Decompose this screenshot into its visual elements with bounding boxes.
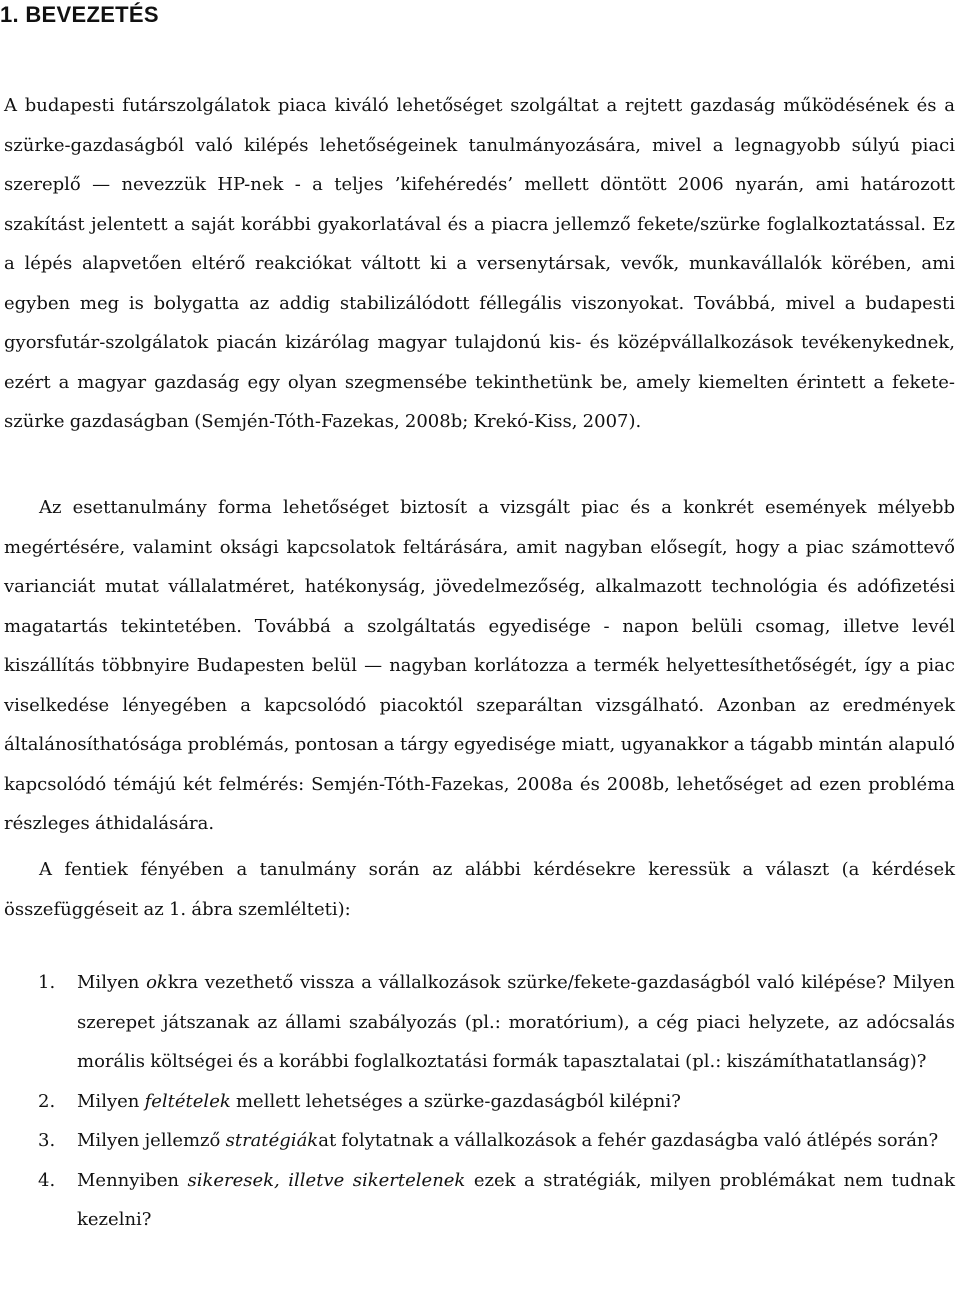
- question-text-start: Mennyiben: [77, 1169, 188, 1191]
- question-item: [38, 1121, 955, 1161]
- question-number: 1.: [38, 972, 56, 993]
- question-text-start: Milyen jellemző: [77, 1130, 226, 1151]
- question-emphasis: feltételek: [144, 1090, 231, 1112]
- question-number: 4.: [38, 1169, 56, 1191]
- question-text-end: ezek a stratégiák, milyen problémákat nem tudnak kezelni?: [77, 1169, 955, 1230]
- question-item: [38, 963, 955, 1082]
- research-questions-list: [38, 963, 955, 1240]
- question-emphasis: stratégiák: [225, 1130, 319, 1151]
- section-heading: 1. BEVEZETÉS: [0, 2, 159, 27]
- case-study-paragraph: Az esettanulmány forma lehetőséget biztosít a vizsgált piac és a konkrét események mélyebb megértésére, valamint oksági kapcsolatok feltárására, amit nagyban elősegít, hogy a piac számottevő varianciát mutat vállalatméret, hatékonyság, jövedelmezőség, alkalmazott technológia és adófizetési magatartás tekintetében. Továbbá a szolgáltatás egyedisége - napon belüli csomag, illetve levél kiszállítás többnyire Budapesten belül — nagyban korlátozza a termék helyettesíthetőségét, így a piac viselkedése lényegében a kapcsolódó piacoktól szeparáltan vizsgálható. Azonban az eredmények általánosíthatósága problémás, pontosan a tárgy egyedisége miatt, ugyanakkor a tágabb mintán alapuló kapcsolódó témájú két felmérés: Semjén-Tóth-Fazekas, 2008a és 2008b, lehetőséget ad ezen probléma részleges áthidalására.: [4, 497, 955, 834]
- question-emphasis: sikeresek, illetve sikertelenek: [187, 1169, 466, 1191]
- question-text-end: mellett lehetséges a szürke-gazdaságból kilépni?: [230, 1090, 681, 1112]
- question-item: [38, 1082, 955, 1122]
- intro-paragraph: A budapesti futárszolgálatok piaca kiváló lehetőséget szolgáltat a rejtett gazdaság működésének és a szürke-gazdaságból való kilépés lehetőségeinek tanulmányozására, mivel a legnagyobb súlyú piaci szereplő — nevezzük HP-nek - a teljes ’kifehéredés’ mellett döntött 2006 nyarán, ami határozott szakítást jelentett a saját korábbi gyakorlatával és a piacra jellemző fekete/szürke foglalkoztatással. Ez a lépés alapvetően eltérő reakciókat váltott ki a versenytársak, vevők, munkavállalók körében, ami egyben meg is bolygatta az addig stabilizálódott féllegális viszonyokat. Továbbá, mivel a budapesti gyorsfutár-szolgálatok piacán kizárólag magyar tulajdonú kis- és középvállalkozások tevékenykednek, ezért a magyar gazdaság egy olyan szegmensébe tekinthetünk be, amely kiemelten érintett a fekete-szürke gazdaságban (Semjén-Tóth-Fazekas, 2008b; Krekó-Kiss, 2007).: [4, 95, 955, 432]
- question-number: 3.: [38, 1130, 56, 1151]
- question-text-end: at folytatnak a vállalkozások a fehér gazdaságba való átlépés során?: [318, 1130, 939, 1151]
- question-text-end: kra vezethető vissza a vállalkozások szürke/fekete-gazdaságból való kilépése? Milyen szerepet játszanak az állami szabályozás (pl.: moratórium), a cég piaci helyzete, az adócsalás morális költségei és a korábbi foglalkoztatási formák tapasztalatai (pl.: kiszámíthatatlanság)?: [77, 972, 955, 1072]
- question-number: 2.: [38, 1090, 56, 1112]
- research-questions-intro: A fentiek fényében a tanulmány során az alábbi kérdésekre keressük a választ (a kérdések összefüggéseit az 1. ábra szemlélteti):: [4, 859, 955, 920]
- question-text-start: Milyen: [77, 1090, 145, 1112]
- question-emphasis: ok: [146, 972, 168, 993]
- question-item: [38, 1161, 955, 1240]
- question-text-start: Milyen: [77, 972, 147, 993]
